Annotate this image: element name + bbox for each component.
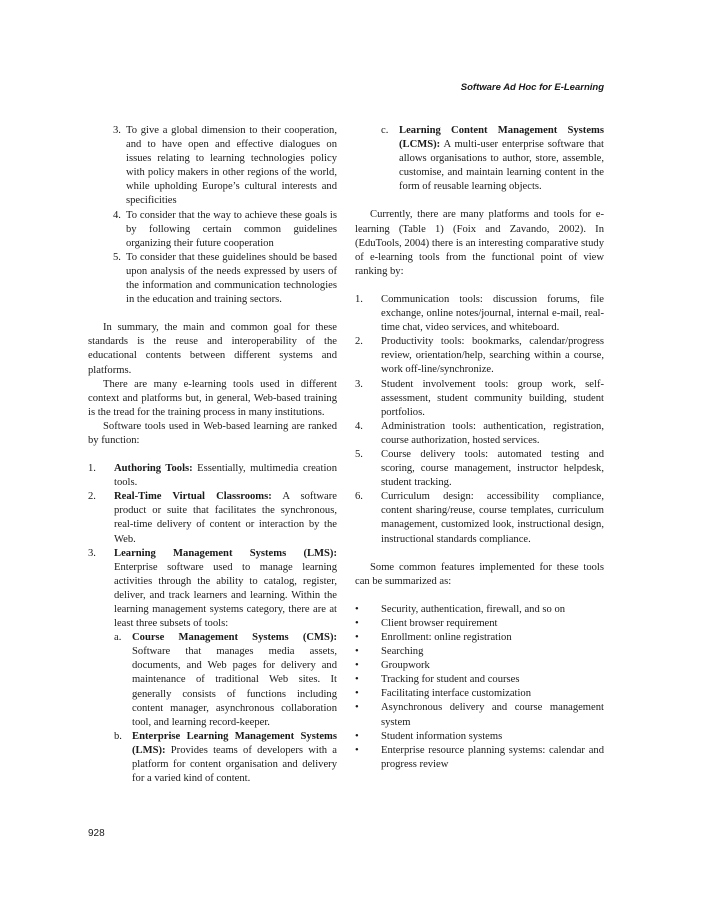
list-item xyxy=(355,730,604,744)
list-marker: 5. xyxy=(355,448,363,460)
list-item xyxy=(355,744,604,772)
list-text: Enrollment: online registration xyxy=(381,632,512,643)
list-text: Enterprise resource planning systems: calendar and progress review xyxy=(381,744,604,770)
list-marker: b. xyxy=(114,730,122,742)
ranking-list xyxy=(355,293,604,547)
list-item xyxy=(355,490,604,546)
list-item xyxy=(114,631,337,730)
definition: Essentially, multimedia creation tools. xyxy=(114,463,337,489)
list-item xyxy=(355,448,604,490)
list-text: To give a global dimension to their cooperation, and to have open and effective dialogues on issues relating to learning technologies policy with policy makers in other regions of the world, while upholding Europe’s cultural interests and specificities xyxy=(126,125,337,207)
list-text: Administration tools: authentication, registration, course authorization, hosted services. xyxy=(381,420,604,446)
list-item xyxy=(355,603,604,617)
list-text: Groupwork xyxy=(381,660,430,672)
list-marker: 3. xyxy=(113,125,121,136)
list-text: Security, authentication, firewall, and so on xyxy=(381,603,566,615)
definition: Enterprise software used to manage learning activities through the ability to catalog, register, deliver, and track learners and learning. Within the learning management systems category, there are at least three subsets of tools: xyxy=(114,561,337,630)
list-item xyxy=(114,730,337,786)
list-marker: 2. xyxy=(355,336,363,348)
ranking-paragraph: Software tools used in Web-based learning are ranked by function: xyxy=(88,420,337,446)
bullet-icon: • xyxy=(355,702,359,714)
list-text xyxy=(114,490,337,546)
list-item xyxy=(113,251,337,307)
list-text: Course delivery tools: automated testing and scoring, course management, instructor helpdesk, student tracking. xyxy=(381,448,604,489)
list-item xyxy=(88,547,337,787)
list-item xyxy=(355,687,604,701)
bullet-icon: • xyxy=(355,730,359,742)
list-text xyxy=(132,730,337,786)
list-text: Client browser requirement xyxy=(381,617,498,629)
list-marker: 4. xyxy=(355,420,363,432)
list-text: Asynchronous delivery and course management system xyxy=(381,702,604,728)
list-text: Student information systems xyxy=(381,730,503,742)
list-marker: 1. xyxy=(355,293,363,305)
lms-subset-list xyxy=(114,631,337,786)
running-title: Software Ad Hoc for E-Learning xyxy=(460,82,604,93)
term: Enterprise Learning Management Systems (LMS): xyxy=(132,730,337,756)
list-text: Tracking for student and courses xyxy=(381,674,520,686)
bullet-icon: • xyxy=(355,744,359,756)
list-item xyxy=(355,659,604,673)
list-marker: 2. xyxy=(88,491,96,503)
list-item xyxy=(88,490,337,546)
list-item xyxy=(113,124,337,209)
list-item xyxy=(355,617,604,631)
goals-list xyxy=(88,124,337,307)
list-text: Productivity tools: bookmarks, calendar/progress review, orientation/help, searching within a course, work off-line/synchronize. xyxy=(381,336,604,376)
list-item xyxy=(381,124,604,194)
definition: A software product or suite that facilitates the synchronous, real-time delivery of content or interaction by the Web. xyxy=(114,491,337,545)
list-item xyxy=(355,645,604,659)
left-column xyxy=(88,124,337,786)
list-item xyxy=(355,420,604,448)
page-number: 928 xyxy=(88,828,105,839)
term: Authoring Tools: xyxy=(114,463,193,475)
bullet-icon: • xyxy=(355,688,359,700)
definition: A multi-user enterprise software that allows organisations to author, store, assemble, customise, and maintain learning content in the form of reusable learning objects. xyxy=(399,139,604,193)
list-marker: a. xyxy=(114,632,122,644)
features-paragraph: Some common features implemented for these tools can be summarized as: xyxy=(355,561,604,587)
list-marker: 3. xyxy=(355,378,363,390)
term: Course Management Systems (CMS): xyxy=(132,632,337,644)
right-column xyxy=(355,124,604,772)
lms-subset-list-continued xyxy=(355,124,604,194)
list-text: Communication tools: discussion forums, file exchange, online notes/journal, internal e-mail, real-time chat, video services, and whiteboard. xyxy=(381,293,604,334)
term: Learning Management Systems (LMS): xyxy=(114,547,337,559)
list-text xyxy=(114,547,337,787)
bullet-icon: • xyxy=(355,646,359,658)
list-item xyxy=(355,335,604,377)
list-marker: 5. xyxy=(113,251,121,263)
list-text: Student involvement tools: group work, self-assessment, student community building, student portfolios. xyxy=(381,378,604,418)
list-text xyxy=(399,124,604,194)
tools-paragraph: There are many e-learning tools used in different context and platforms but, in general, Web-based training is the tread for the training process in many institutions. xyxy=(88,378,337,418)
summary-paragraph: In summary, the main and common goal for these standards is the reuse and interoperability of the educational contents between different systems and platforms. xyxy=(88,322,337,376)
list-marker: 6. xyxy=(355,491,363,503)
list-text: To consider that these guidelines should be based upon analysis of the needs expressed by users of the information and communication technologies in the education and training sectors. xyxy=(126,251,337,306)
definition: Software that manages media assets, documents, and Web pages for delivery and maintenance of traditional Web sites. It generally consists of functions including content manager, asynchronous collaboration tool, and learning record-keeper. xyxy=(132,646,337,728)
bullet-icon: • xyxy=(355,617,359,629)
list-item xyxy=(355,293,604,335)
list-text: To consider that the way to achieve these goals is by following certain common guidelines organizing their future cooperation xyxy=(126,209,337,249)
list-item xyxy=(355,673,604,687)
definition: Provides teams of developers with a platform for content organisation and delivery for a varied kind of content. xyxy=(132,744,337,785)
list-marker: 4. xyxy=(113,209,121,221)
list-item xyxy=(355,631,604,645)
list-text: Curriculum design: accessibility compliance, content sharing/reuse, course templates, curriculum management, customized look, instructional design, instructional standards compliance. xyxy=(381,491,604,545)
list-item xyxy=(113,209,337,251)
term: Learning Content Management Systems (LCMS): xyxy=(399,125,604,151)
function-list xyxy=(88,462,337,786)
list-item xyxy=(355,378,604,420)
bullet-icon: • xyxy=(355,603,359,615)
list-item xyxy=(355,701,604,729)
platforms-paragraph: Currently, there are many platforms and tools for e-learning (Table 1) (Foix and Zavando, 2002). In (EduTools, 2004) there is an interesting comparative study of e-learning tools from the functional point of view ranking by: xyxy=(355,209,604,277)
bullet-icon: • xyxy=(355,674,359,686)
list-text: Searching xyxy=(381,646,424,658)
list-marker: 3. xyxy=(88,547,96,559)
list-marker: c. xyxy=(381,125,389,136)
list-text: Facilitating interface customization xyxy=(381,688,532,700)
bullet-icon: • xyxy=(355,660,359,672)
list-text xyxy=(132,631,337,730)
list-text xyxy=(114,462,337,490)
list-item xyxy=(88,462,337,490)
bullet-icon: • xyxy=(355,632,359,643)
list-marker: 1. xyxy=(88,463,96,475)
features-list xyxy=(355,603,604,772)
term: Real-Time Virtual Classrooms: xyxy=(114,491,272,503)
